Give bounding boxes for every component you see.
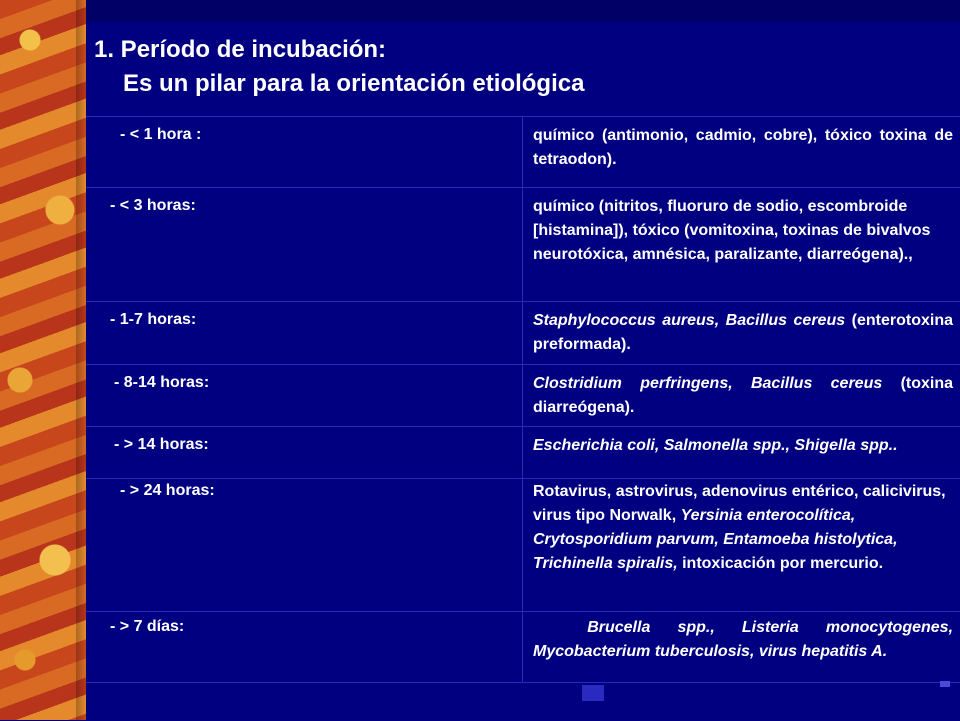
period-cell <box>86 479 521 612</box>
period-cell <box>86 188 521 302</box>
agent-cell <box>522 188 953 302</box>
agent-cell <box>522 427 953 479</box>
period-label: - > 14 horas: <box>114 436 209 453</box>
agent-cell <box>522 302 953 365</box>
period-label: - < 3 horas: <box>110 197 196 214</box>
slide-bottom <box>86 682 960 721</box>
period-label: - 1-7 horas: <box>110 311 197 328</box>
decorative-gear-strip <box>0 0 86 720</box>
table-row <box>86 301 960 365</box>
decorative-square <box>582 685 604 701</box>
top-bar <box>86 0 960 22</box>
table-row <box>86 364 960 427</box>
agent-cell <box>522 117 953 188</box>
period-cell <box>86 302 521 365</box>
title-line-2: Es un pilar para la orientación etiológica <box>123 70 585 97</box>
period-cell <box>86 365 521 427</box>
agent-text: Staphylococcus aureus, Bacillus cereus (enterotoxina preformada). <box>533 312 954 353</box>
incubation-table <box>86 116 960 682</box>
period-label: - 8-14 horas: <box>114 374 210 391</box>
agent-text: químico (nitritos, fluoruro de sodio, escombroide [histamina]), tóxico (vomitoxina, toxinas de bivalvos neurotóxica, amnésica, paralizante, diarreógena)., <box>533 198 931 263</box>
table-row <box>86 426 960 479</box>
decorative-square <box>940 681 950 687</box>
title-line-1: 1. Período de incubación: <box>94 36 387 63</box>
period-cell <box>86 117 521 188</box>
period-cell <box>86 612 521 683</box>
agent-text: Escherichia coli, Salmonella spp., Shigella spp.. <box>533 437 898 454</box>
period-cell <box>86 427 521 479</box>
table-row <box>86 116 960 188</box>
agent-text: químico (antimonio, cadmio, cobre), tóxico toxina de tetraodon). <box>533 127 953 168</box>
table-row <box>86 611 960 683</box>
slide-title <box>86 24 960 117</box>
agent-text: Rotavirus, astrovirus, adenovirus entérico, calicivirus, virus tipo Norwalk, Yersinia enterocolítica, Crytosporidium parvum, Entamoeba histolytica, Trichinella spiralis, intoxicación por mercurio. <box>533 483 946 572</box>
table-row <box>86 187 960 302</box>
period-label: - < 1 hora : <box>120 126 202 143</box>
agent-cell <box>522 612 958 683</box>
table-row <box>86 478 960 612</box>
agent-text: Clostridium perfringens, Bacillus cereus (toxina diarreógena). <box>533 375 954 416</box>
agent-cell <box>522 479 953 612</box>
period-label: - > 7 días: <box>110 618 185 635</box>
period-label: - > 24 horas: <box>120 482 215 499</box>
agent-text: Brucella spp., Listeria monocytogenes, Mycobacterium tuberculosis, virus hepatitis A. <box>533 619 958 660</box>
agent-cell <box>522 365 953 427</box>
